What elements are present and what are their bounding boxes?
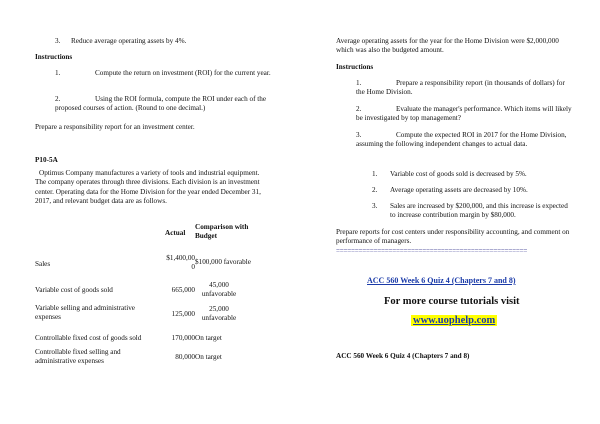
problem-text: Optimus Company manufactures a variety of tools and industrial equipment. The company operates through three divisions. Each division is an investment center. Operating data for the Home Division for the year ended December 31, 2017, and relevant budget data are as follows. bbox=[35, 169, 261, 206]
footer-heading: ACC 560 Week 6 Quiz 4 (Chapters 7 and 8) bbox=[336, 352, 470, 360]
sub-1-text: Variable cost of goods sold is decreased by 5%. bbox=[390, 170, 527, 178]
quiz-link[interactable]: ACC 560 Week 6 Quiz 4 (Chapters 7 and 8) bbox=[367, 276, 516, 285]
visit-text: For more course tutorials visit bbox=[384, 296, 520, 307]
row-actual-cfcogs: 170,000 bbox=[171, 334, 195, 342]
row-actual-vcogs: 665,000 bbox=[171, 286, 195, 294]
row-comp-cfsae: On target bbox=[195, 353, 222, 361]
row-actual-vsae: 125,000 bbox=[171, 310, 195, 318]
instr-1-number: 1. bbox=[55, 69, 61, 77]
row-comp-cfcogs: On target bbox=[195, 334, 222, 342]
r-instr-1-text: Prepare a responsibility report (in thousands of dollars) for the Home Division. bbox=[356, 79, 565, 97]
item3-number: 3. bbox=[55, 37, 61, 45]
instructions-heading-right: Instructions bbox=[336, 63, 374, 71]
instructions-heading-left: Instructions bbox=[35, 53, 73, 61]
row-actual-sales: $1,400,000 bbox=[166, 254, 195, 272]
row-label-cfcogs: Controllable fixed cost of goods sold bbox=[35, 334, 142, 342]
row-label-vsae: Variable selling and administrative expenses bbox=[35, 304, 135, 322]
item3-text: Reduce average operating assets by 4%. bbox=[71, 37, 187, 45]
row-label-cfsae: Controllable fixed selling and administrative expenses bbox=[35, 348, 121, 366]
instr-1-text: Compute the return on investment (ROI) for the current year. bbox=[95, 69, 271, 77]
row-comp-sales: $100,000 favorable bbox=[195, 258, 251, 266]
sub-1-number: 1. bbox=[372, 170, 378, 178]
row-actual-cfsae: 80,000 bbox=[175, 353, 195, 361]
sub-3-text: Sales are increased by $200,000, and this increase is expected to increase contribution margin by $80,000. bbox=[390, 202, 568, 220]
instr-2-text: Using the ROI formula, compute the ROI under each of the proposed courses of action. (Round to one decimal.) bbox=[55, 95, 267, 113]
website-link[interactable]: www.uophelp.com bbox=[413, 315, 496, 326]
separator-line: =================================================== bbox=[336, 247, 528, 255]
r-instr-3-number: 3. bbox=[356, 131, 362, 139]
row-comp-vsae: 25,000 unfavorable bbox=[201, 305, 237, 323]
prepare-text-left: Prepare a responsibility report for an investment center. bbox=[35, 123, 195, 131]
sub-2-number: 2. bbox=[372, 186, 378, 194]
avg-assets-text: Average operating assets for the year for the Home Division were $2,000,000 which was also the budgeted amount. bbox=[336, 37, 559, 55]
col-actual-header: Actual bbox=[165, 229, 186, 237]
col-comparison-header: Comparison with Budget bbox=[195, 223, 249, 241]
instr-2-number: 2. bbox=[55, 95, 61, 103]
prepare-text-right: Prepare reports for cost centers under responsibility accounting, and comment on performance of managers. bbox=[336, 228, 570, 246]
r-instr-2-text: Evaluate the manager's performance. Which items will likely be investigated by top management? bbox=[356, 105, 572, 123]
row-label-sales: Sales bbox=[35, 260, 51, 268]
r-instr-3-text: Compute the expected ROI in 2017 for the Home Division, assuming the following independent changes to actual data. bbox=[356, 131, 567, 149]
sub-2-text: Average operating assets are decreased by 10%. bbox=[390, 186, 528, 194]
row-comp-vcogs: 45,000 unfavorable bbox=[201, 281, 237, 299]
row-label-vcogs: Variable cost of goods sold bbox=[35, 286, 113, 294]
sub-3-number: 3. bbox=[372, 202, 378, 210]
problem-id: P10-5A bbox=[35, 156, 58, 164]
r-instr-1-number: 1. bbox=[356, 79, 362, 87]
r-instr-2-number: 2. bbox=[356, 105, 362, 113]
